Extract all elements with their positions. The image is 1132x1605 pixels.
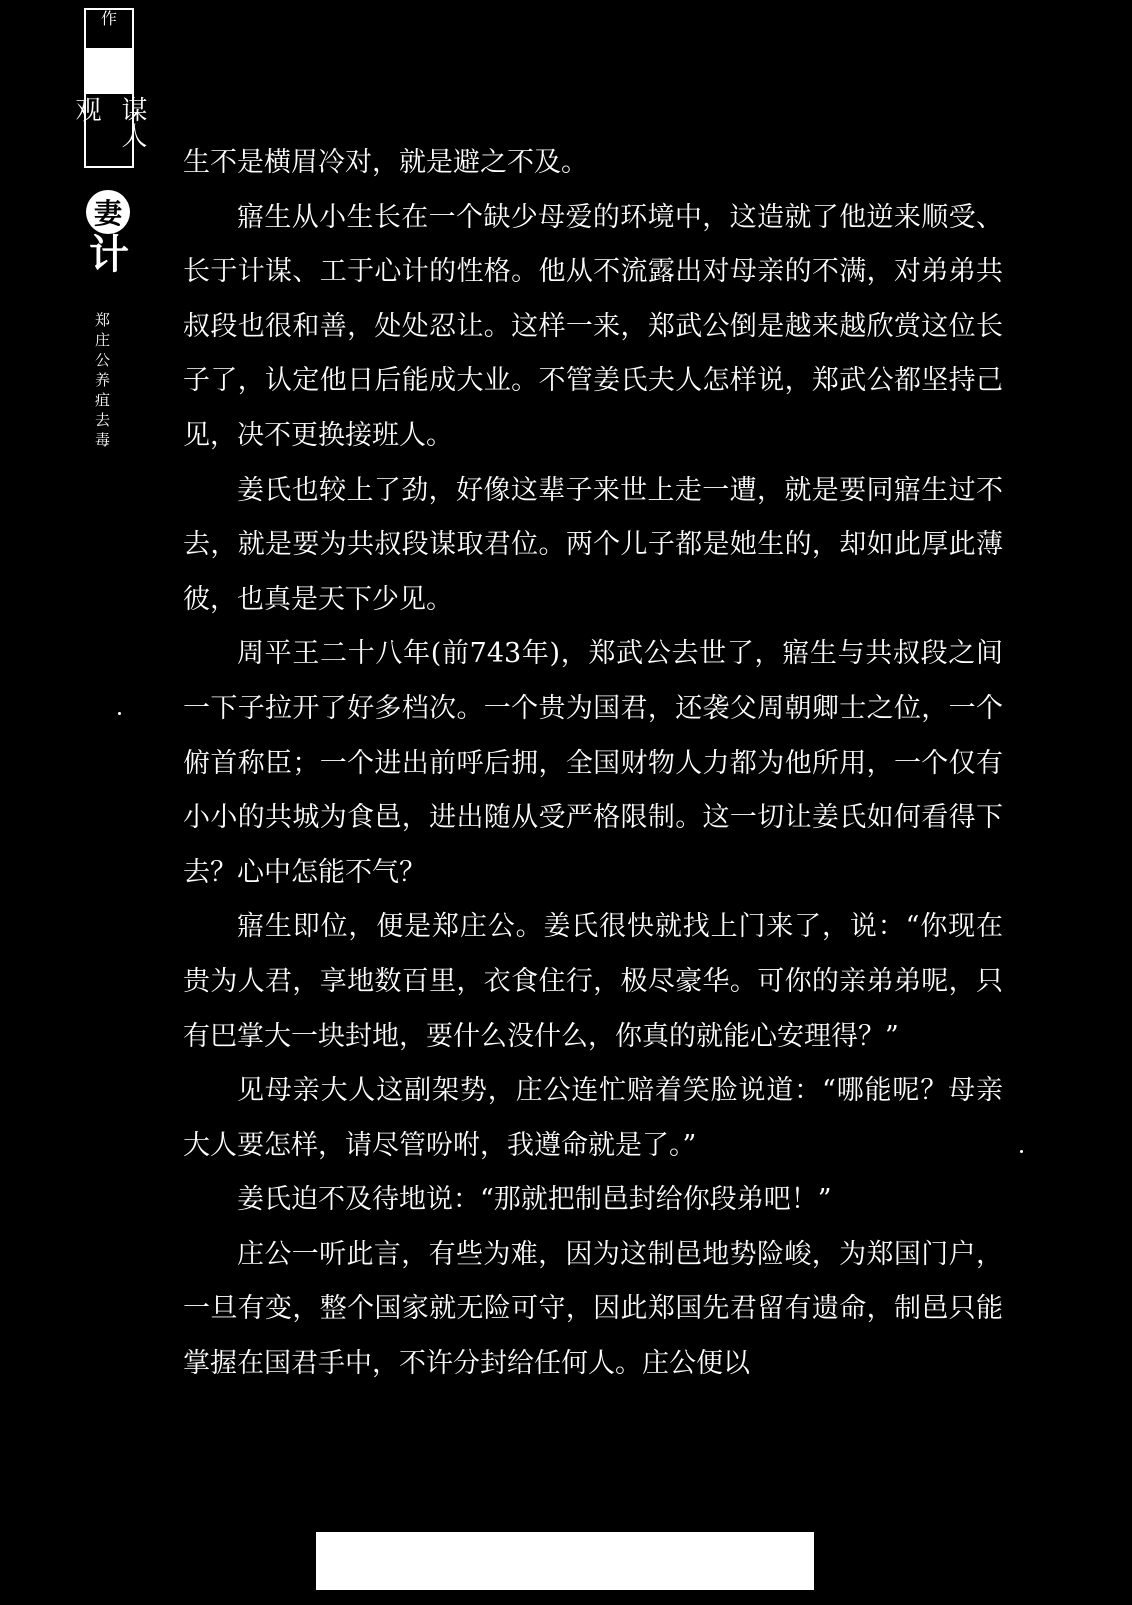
- paragraph: 庄公一听此言，有些为难，因为这制邑地势险峻，为郑国门户，一旦有变，整个国家就无险可守，因此郑国先君留有遗命，制邑只能掌握在国君手中，不许分封给任何人。庄公便以: [183, 1238, 1003, 1380]
- paragraph: 寤生即位，便是郑庄公。姜氏很快就找上门来了，说：“你现在贵为人君，享地数百里，衣食住行，极尽豪华。可你的亲弟弟呢，只有巴掌大一块封地，要什么没什么，你真的就能心安理得？”: [183, 911, 1003, 1052]
- paragraph: 见母亲大人这副架势，庄公连忙赔着笑脸说道：“哪能呢？母亲大人要怎样，请尽管吩咐，我遵命就是了。”: [183, 1075, 1003, 1161]
- chapter-emblem: 妻: [86, 190, 130, 234]
- series-title-box: [71, 8, 147, 168]
- footer-bar: [316, 1532, 814, 1590]
- paragraph: 周平王二十八年(前743年)，郑武公去世了，寤生与共叔段之间一下子拉开了好多档次。一个贵为国君，还袭父周朝卿士之位，一个俯首称臣；一个进出前呼后拥，全国财物人力都为他所用，一个仅有小小的共城为食邑，进出随从受严格限制。这一切让姜氏如何看得下去？心中怎能不气？: [183, 638, 1003, 888]
- paragraph: 寤生从小生长在一个缺少母爱的环境中，这造就了他逆来顺受、长于计谋、工于心计的性格。他从不流露出对母亲的不满，对弟弟共叔段也很和善，处处忍让。这样一来，郑武公倒是越来越欣赏这位长子了，认定他日后能成大业。不管姜氏夫人怎样说，郑武公都坚持己见，决不更换接班人。: [183, 201, 1003, 451]
- paragraph: 姜氏也较上了劲，好像这辈子来世上走一遭，就是要同寤生过不去，就是要为共叔段谋取君位。两个儿子都是她生的，却如此厚此薄彼，也真是天下少见。: [183, 474, 1003, 615]
- paragraph: 姜氏迫不及待地说：“那就把制邑封给你段弟吧！”: [237, 1184, 832, 1216]
- series-title-top: 作: [100, 9, 117, 28]
- series-title-band: [84, 48, 134, 94]
- scan-speck: [118, 712, 121, 715]
- scan-speck: [1020, 1150, 1023, 1153]
- page-body: [183, 136, 1003, 1392]
- paragraph: 生不是横眉冷对，就是避之不及。: [183, 147, 588, 178]
- series-title-vertical: 谋人观: [71, 96, 147, 148]
- chapter-emblem-sub: 计: [89, 231, 129, 278]
- chapter-title-vertical: 郑庄公养疽去毒: [93, 312, 111, 452]
